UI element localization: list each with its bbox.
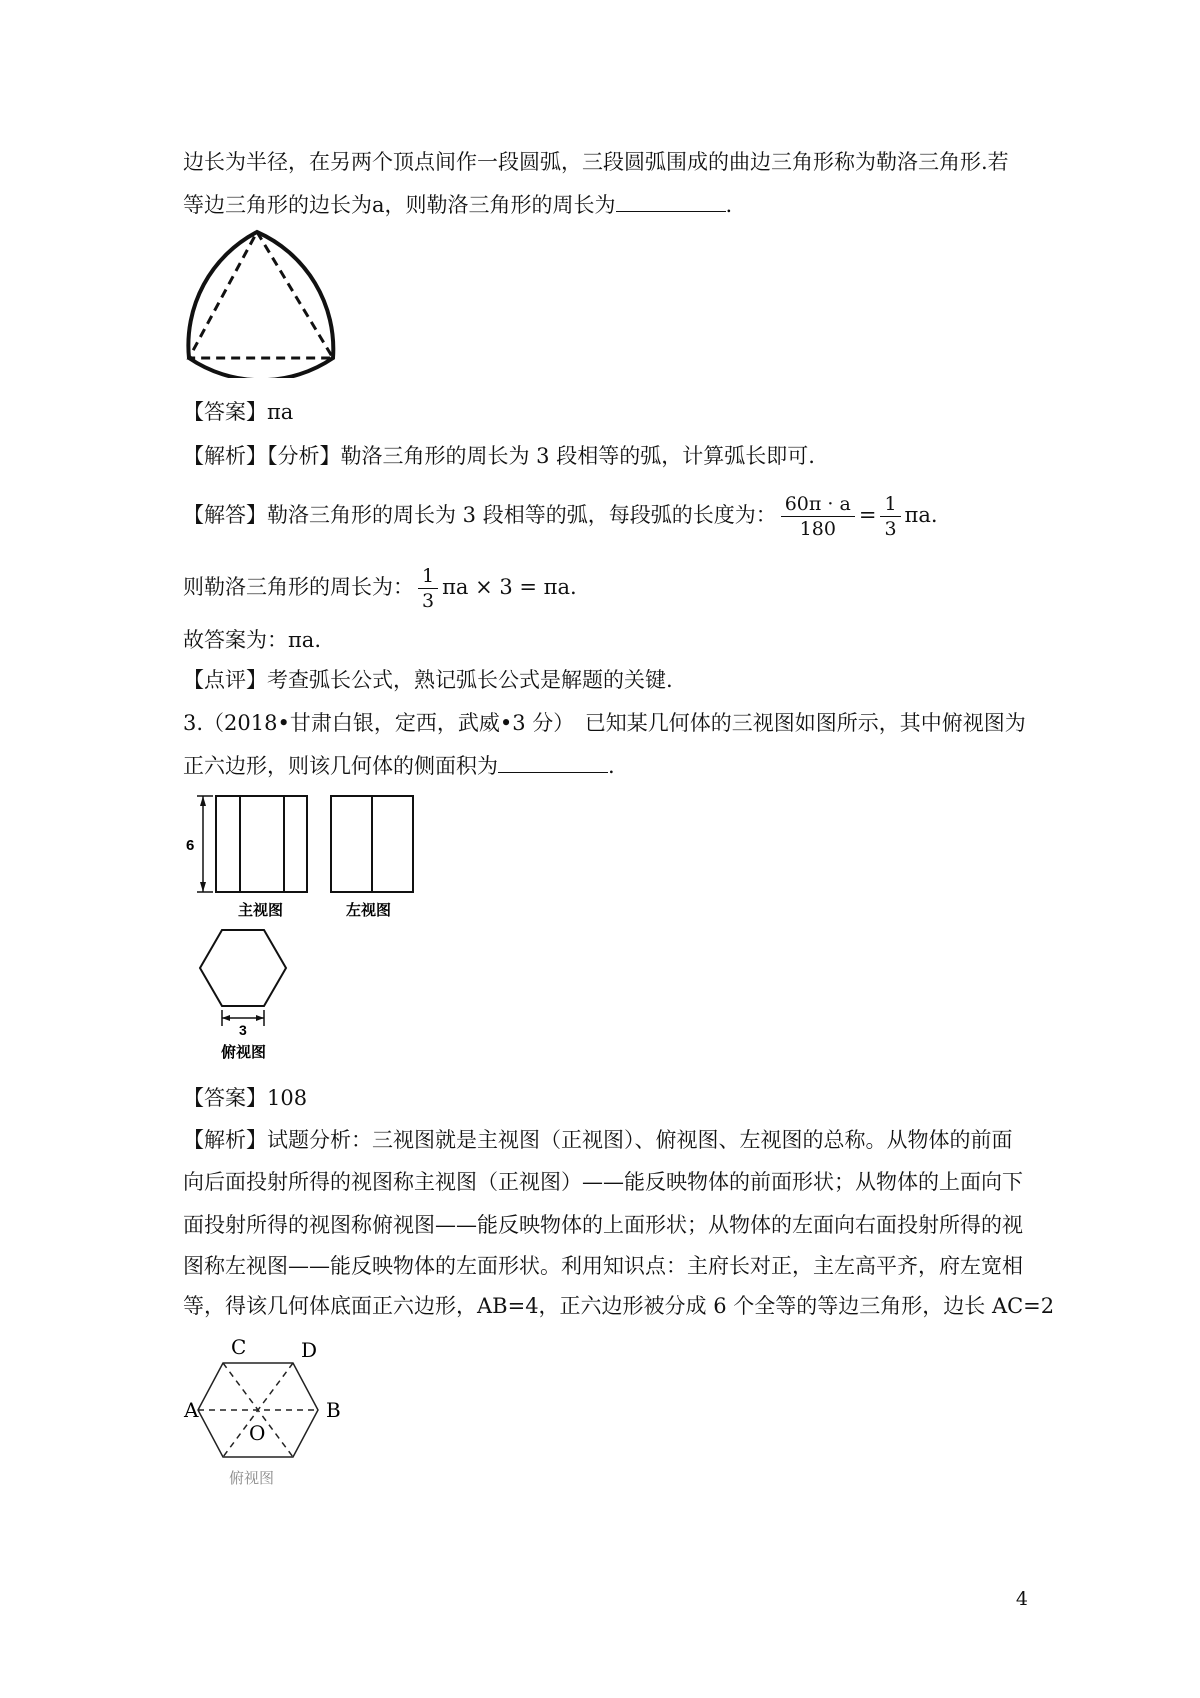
paragraph-line: 等，得该几何体底面正六边形，AB=4，正六边形被分成 6 个全等的等边三角形，边长 AC=2	[183, 1294, 1055, 1318]
width-label: 3	[239, 1022, 247, 1038]
text-span: 【解答】勒洛三角形的周长为 3 段相等的弧，每段弧的长度为：	[183, 503, 777, 527]
vertex-label-c: C	[231, 1335, 247, 1359]
hexagon-caption: 俯视图	[229, 1469, 275, 1487]
front-view	[216, 796, 307, 892]
three-views-figure	[183, 790, 443, 1065]
fraction	[418, 564, 438, 613]
text-line: 边长为半径，在另两个顶点间作一段圆弧，三段圆弧围成的曲边三角形称为勒洛三角形.若	[183, 150, 1009, 174]
question-line	[183, 751, 615, 781]
top-view-hexagon	[200, 930, 286, 1006]
vertex-label-b: B	[326, 1398, 341, 1422]
answer-line: 【答案】πa	[183, 400, 294, 424]
hexagon-diagram	[183, 1330, 363, 1490]
text-span: 等边三角形的边长为a，则勒洛三角形的周长为	[183, 193, 616, 217]
fraction-numerator: 60π · a	[781, 492, 855, 517]
inner-triangle-dashed	[189, 232, 333, 358]
text-span: πa.	[904, 503, 938, 527]
answer-blank	[498, 752, 608, 773]
height-label: 6	[186, 837, 195, 854]
text-span: 则勒洛三角形的周长为：	[183, 575, 414, 599]
text-span: .	[725, 193, 733, 217]
text-span: .	[608, 754, 615, 778]
left-view-label: 左视图	[346, 901, 392, 919]
reuleaux-triangle-figure	[185, 228, 355, 378]
reuleaux-outline	[188, 232, 333, 378]
question-line: 3.（2018•甘肃白银，定西，武威•3 分） 已知某几何体的三视图如图所示，其中俯视图为	[183, 711, 1026, 735]
fraction-numerator: 1	[418, 564, 438, 589]
fraction-denominator: 3	[884, 518, 897, 540]
text-span: 正六边形，则该几何体的侧面积为	[183, 754, 498, 778]
page-number: 4	[1015, 1588, 1028, 1610]
paragraph-line: 图称左视图——能反映物体的左面形状。利用知识点：主府长对正，主左高平齐，府左宽相	[183, 1254, 1023, 1278]
equals-sign: =	[858, 503, 877, 527]
answer-blank	[616, 191, 726, 212]
height-dimension	[197, 796, 213, 892]
front-view-label: 主视图	[238, 901, 284, 919]
top-view-label: 俯视图	[221, 1043, 267, 1061]
center-label-o: O	[249, 1421, 266, 1445]
paragraph-line: 向后面投射所得的视图称主视图（正视图）——能反映物体的前面形状；从物体的上面向下	[183, 1170, 1023, 1194]
analysis-line: 【解析】【分析】勒洛三角形的周长为 3 段相等的弧，计算弧长即可.	[183, 444, 815, 468]
fraction-denominator: 3	[422, 590, 435, 612]
perimeter-line	[183, 564, 577, 613]
fraction	[781, 492, 855, 541]
text-line	[183, 190, 732, 220]
fraction-denominator: 180	[799, 518, 836, 540]
vertex-label-a: A	[184, 1398, 199, 1422]
conclusion-line: 故答案为：πa.	[183, 628, 321, 652]
fraction	[880, 492, 900, 541]
fraction-numerator: 1	[880, 492, 900, 517]
paragraph-line: 面投射所得的视图称俯视图——能反映物体的上面形状；从物体的左面向右面投射所得的视	[183, 1213, 1023, 1237]
left-view	[331, 796, 413, 892]
text-span: πa × 3 = πa.	[442, 575, 577, 599]
paragraph-line: 【解析】试题分析：三视图就是主视图（正视图）、俯视图、左视图的总称。从物体的前面	[183, 1128, 1013, 1152]
vertex-label-d: D	[301, 1338, 318, 1362]
solution-line	[183, 492, 938, 541]
answer-line: 【答案】108	[183, 1086, 308, 1110]
comment-line: 【点评】考查弧长公式，熟记弧长公式是解题的关键.	[183, 668, 673, 692]
